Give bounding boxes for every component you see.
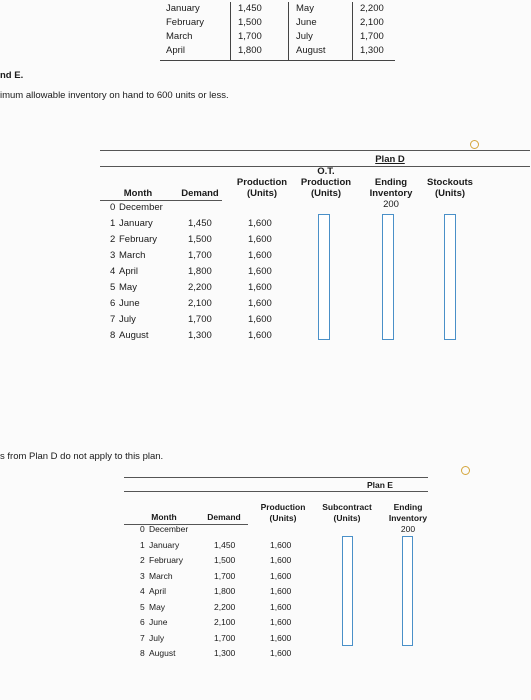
row-demand: 1,700 bbox=[188, 314, 212, 325]
row-production: 1,600 bbox=[248, 234, 272, 245]
row-month: July bbox=[149, 632, 165, 643]
plan-e-header-production: Production (Units) bbox=[260, 502, 306, 523]
forecast-units: 2,100 bbox=[360, 17, 384, 28]
forecast-month: January bbox=[166, 3, 200, 14]
row-demand: 1,700 bbox=[214, 570, 236, 581]
row-month: March bbox=[119, 250, 146, 261]
row-number: 2 bbox=[110, 234, 116, 245]
plan-e-subcontract-inputs[interactable] bbox=[342, 536, 353, 646]
row-number: 2 bbox=[140, 555, 145, 565]
row-production: 1,600 bbox=[248, 218, 272, 229]
row-number: 0 bbox=[110, 202, 116, 213]
row-demand: 1,500 bbox=[214, 555, 236, 565]
forecast-units: 1,800 bbox=[238, 45, 262, 56]
info-icon[interactable] bbox=[461, 466, 470, 475]
forecast-units: 1,450 bbox=[238, 3, 262, 14]
plan-e-header-subcontract: Subcontract (Units) bbox=[322, 502, 372, 523]
row-month: December bbox=[119, 202, 163, 213]
forecast-units-left bbox=[238, 2, 262, 58]
row-production: 1,600 bbox=[270, 648, 292, 658]
row-number: 6 bbox=[140, 617, 145, 627]
row-month: February bbox=[149, 555, 184, 565]
plan-d-top-rule bbox=[100, 150, 530, 151]
forecast-units: 1,300 bbox=[360, 45, 384, 56]
row-demand: 1,800 bbox=[188, 266, 212, 277]
row-month: May bbox=[149, 601, 166, 612]
row-demand: 1,450 bbox=[214, 539, 236, 550]
row-number: 5 bbox=[140, 601, 145, 612]
forecast-months-left bbox=[166, 2, 204, 58]
table-divider bbox=[230, 2, 231, 60]
plan-e-ending-inventory-inputs[interactable] bbox=[402, 536, 413, 646]
row-number: 4 bbox=[140, 586, 145, 596]
plan-e-top-rule bbox=[124, 477, 428, 478]
table-divider bbox=[288, 2, 289, 60]
row-production: 1,600 bbox=[270, 570, 292, 581]
row-month: May bbox=[119, 282, 137, 293]
row-demand: 1,700 bbox=[188, 250, 212, 261]
row-production: 1,600 bbox=[270, 555, 292, 565]
row-month: January bbox=[119, 218, 153, 229]
plan-e-starting-inventory: 200 bbox=[400, 524, 416, 534]
row-production: 1,600 bbox=[270, 617, 292, 627]
forecast-month: May bbox=[296, 3, 314, 14]
plan-d-header-stockouts: Stockouts (Units) bbox=[427, 177, 473, 199]
forecast-month: July bbox=[296, 31, 313, 42]
forecast-units: 1,700 bbox=[238, 31, 262, 42]
row-number: 7 bbox=[110, 314, 116, 325]
row-month: February bbox=[119, 234, 158, 245]
plan-d-header-month: Month bbox=[123, 188, 153, 199]
row-demand: 1,800 bbox=[214, 586, 236, 596]
plan-d-ot-production-inputs[interactable] bbox=[318, 214, 330, 340]
forecast-month: April bbox=[166, 45, 186, 56]
row-production: 1,600 bbox=[248, 282, 272, 293]
row-demand: 2,200 bbox=[214, 601, 236, 612]
row-demand: 1,450 bbox=[188, 218, 212, 229]
row-production: 1,600 bbox=[270, 632, 292, 643]
row-number: 1 bbox=[140, 539, 145, 550]
plan-e-header-month: Month bbox=[151, 512, 177, 522]
plan-d-header-demand: Demand bbox=[181, 188, 219, 199]
row-production: 1,600 bbox=[248, 314, 272, 325]
row-month: April bbox=[119, 266, 139, 277]
row-production: 1,600 bbox=[248, 266, 272, 277]
plan-note: s from Plan D do not apply to this plan. bbox=[0, 451, 164, 462]
row-month: March bbox=[149, 570, 173, 581]
row-month: December bbox=[149, 524, 189, 534]
forecast-month: June bbox=[296, 17, 317, 28]
row-demand: 1,300 bbox=[214, 648, 236, 658]
forecast-units: 2,200 bbox=[360, 3, 384, 14]
intro-heading: nd E. bbox=[0, 70, 24, 81]
plan-d-header-production: Production (Units) bbox=[236, 177, 288, 199]
row-demand: 1,300 bbox=[188, 330, 212, 341]
row-number: 8 bbox=[110, 330, 116, 341]
plan-d-header-ot-production: O.T. Production (Units) bbox=[300, 166, 352, 199]
table-divider bbox=[352, 2, 353, 60]
row-demand: 2,200 bbox=[188, 282, 212, 293]
row-month: August bbox=[149, 648, 176, 658]
forecast-month: August bbox=[296, 45, 326, 56]
row-production: 1,600 bbox=[248, 250, 272, 261]
forecast-units: 1,700 bbox=[360, 31, 384, 42]
row-demand: 2,100 bbox=[188, 298, 212, 309]
forecast-units-right bbox=[360, 2, 384, 58]
row-number: 7 bbox=[140, 632, 145, 643]
plan-e-header-demand: Demand bbox=[207, 512, 241, 522]
row-number: 6 bbox=[110, 298, 116, 309]
intro-text: imum allowable inventory on hand to 600 units or less. bbox=[0, 90, 229, 101]
row-number: 4 bbox=[110, 266, 116, 277]
plan-e-header-ending-inventory: Ending Inventory bbox=[388, 502, 428, 523]
plan-e-title-rule bbox=[124, 491, 428, 492]
row-demand: 1,700 bbox=[214, 632, 236, 643]
plan-d-ending-inventory-inputs[interactable] bbox=[382, 214, 394, 340]
row-number: 5 bbox=[110, 282, 116, 293]
forecast-units: 1,500 bbox=[238, 17, 262, 28]
forecast-months-right bbox=[296, 2, 326, 58]
row-demand: 2,100 bbox=[214, 617, 236, 627]
row-month: January bbox=[149, 539, 180, 550]
row-number: 0 bbox=[140, 524, 145, 534]
row-number: 3 bbox=[140, 570, 145, 581]
plan-d-header-ending-inventory: Ending Inventory bbox=[369, 177, 413, 199]
plan-d-starting-inventory: 200 bbox=[383, 199, 399, 210]
forecast-month: February bbox=[166, 17, 205, 28]
row-number: 3 bbox=[110, 250, 116, 261]
row-production: 1,600 bbox=[270, 539, 292, 550]
row-production: 1,600 bbox=[248, 330, 272, 341]
demand-forecast-table bbox=[160, 2, 395, 61]
plan-e-title: Plan E bbox=[367, 480, 393, 490]
row-month: July bbox=[119, 314, 136, 325]
row-number: 8 bbox=[140, 648, 145, 658]
row-month: June bbox=[119, 298, 140, 309]
row-month: August bbox=[119, 330, 149, 341]
forecast-month: March bbox=[166, 31, 193, 42]
row-month: June bbox=[149, 617, 168, 627]
plan-d-stockouts-inputs[interactable] bbox=[444, 214, 456, 340]
row-number: 1 bbox=[110, 218, 116, 229]
plan-d-title: Plan D bbox=[375, 154, 405, 165]
row-month: April bbox=[149, 586, 167, 596]
row-production: 1,600 bbox=[270, 586, 292, 596]
info-icon[interactable] bbox=[470, 140, 479, 149]
row-production: 1,600 bbox=[270, 601, 292, 612]
row-demand: 1,500 bbox=[188, 234, 212, 245]
row-production: 1,600 bbox=[248, 298, 272, 309]
